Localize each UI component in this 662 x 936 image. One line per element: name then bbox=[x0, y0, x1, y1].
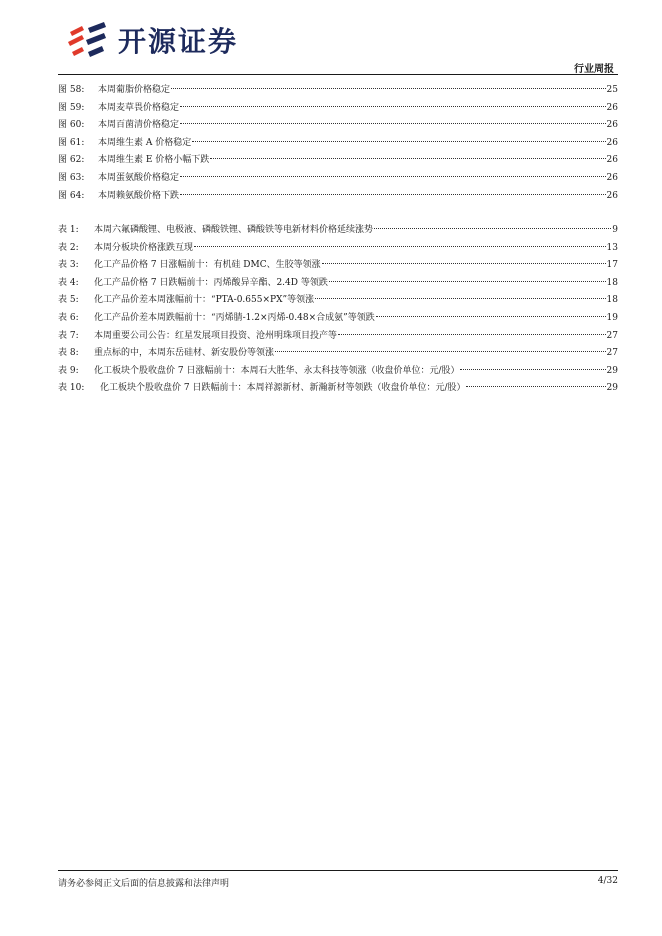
figure-label: 图 59: bbox=[58, 102, 85, 113]
toc-row-table[interactable] bbox=[58, 328, 618, 346]
table-label: 表 6: bbox=[58, 312, 79, 323]
toc-row-table[interactable] bbox=[58, 345, 618, 363]
toc-row-figure[interactable] bbox=[58, 82, 618, 100]
figure-title: 本周蛋氨酸价格稳定 bbox=[98, 172, 180, 183]
table-label: 表 7: bbox=[58, 330, 79, 341]
table-page: 29 bbox=[606, 383, 618, 394]
dot-leader bbox=[322, 263, 606, 264]
toc-row-table[interactable] bbox=[58, 292, 618, 310]
toc-row-figure[interactable] bbox=[58, 100, 618, 118]
figure-label: 图 63: bbox=[58, 172, 85, 183]
figure-title: 本周维生素 A 价格稳定 bbox=[98, 137, 192, 148]
footer-disclaimer: 请务必参阅正文后面的信息披露和法律声明 bbox=[58, 879, 230, 889]
figure-label: 图 61: bbox=[58, 137, 85, 148]
table-label: 表 5: bbox=[58, 295, 79, 306]
table-title: 本周重要公司公告：红星发展项目投资、沧州明珠项目投产等 bbox=[94, 330, 338, 341]
dot-leader bbox=[180, 194, 606, 195]
figure-title: 本周百菌清价格稳定 bbox=[98, 120, 180, 131]
dot-leader bbox=[210, 158, 605, 159]
figure-page: 25 bbox=[606, 85, 618, 95]
table-title: 化工产品价格 7 日跌幅前十：丙烯酸异辛酯、2.4D 等领跌 bbox=[94, 277, 328, 288]
toc-row-figure[interactable] bbox=[58, 152, 618, 170]
dot-leader bbox=[329, 281, 606, 282]
toc-row-table[interactable] bbox=[58, 310, 618, 328]
dot-leader bbox=[275, 351, 606, 352]
toc-row-table[interactable] bbox=[58, 240, 618, 258]
table-title: 化工板块个股收盘价 7 日跌幅前十：本周祥源新材、新瀚新材等领跌（收盘价单位：元/股） bbox=[100, 383, 466, 394]
table-title: 本周分板块价格涨跌互现 bbox=[94, 242, 194, 253]
figure-label: 图 58: bbox=[58, 85, 85, 95]
table-label: 表 10: bbox=[58, 383, 85, 394]
table-page: 17 bbox=[606, 260, 618, 271]
toc-row-figure[interactable] bbox=[58, 135, 618, 153]
dot-leader bbox=[180, 123, 606, 124]
toc-row-table[interactable] bbox=[58, 380, 618, 398]
figure-label: 图 64: bbox=[58, 190, 85, 201]
table-title: 化工板块个股收盘价 7 日涨幅前十：本周石大胜华、永太科技等领涨（收盘价单位：元/股） bbox=[94, 365, 460, 376]
dot-leader bbox=[192, 141, 605, 142]
table-title: 化工产品价格 7 日涨幅前十：有机硅 DMC、生胶等领涨 bbox=[94, 260, 321, 271]
toc-row-table[interactable] bbox=[58, 363, 618, 381]
page-number: 4/32 bbox=[597, 876, 618, 886]
figure-title: 本周维生素 E 价格小幅下跌 bbox=[98, 155, 210, 166]
figure-page: 26 bbox=[606, 155, 618, 166]
dot-leader bbox=[180, 106, 606, 107]
table-label: 表 4: bbox=[58, 277, 79, 288]
kaiyuan-logo-icon bbox=[66, 20, 112, 60]
footer-divider bbox=[58, 870, 618, 871]
toc-row-table[interactable] bbox=[58, 222, 618, 240]
header-divider bbox=[58, 74, 618, 75]
figure-title: 本周葡脂价格稳定 bbox=[98, 85, 171, 95]
table-page: 29 bbox=[606, 365, 618, 376]
table-title: 化工产品价差本周涨幅前十：“PTA-0.655×PX”等领涨 bbox=[94, 295, 315, 306]
dot-leader bbox=[338, 334, 606, 335]
figure-title: 本周赖氨酸价格下跌 bbox=[98, 190, 180, 201]
table-title: 本周六氟磷酸锂、电极液、磷酸铁锂、磷酸铁等电新材料价格延续涨势 bbox=[94, 225, 374, 235]
table-label: 表 1: bbox=[58, 225, 79, 235]
figure-label: 图 62: bbox=[58, 155, 85, 166]
dot-leader bbox=[315, 298, 605, 299]
figure-page: 26 bbox=[606, 120, 618, 131]
table-page: 13 bbox=[606, 242, 618, 253]
table-label: 表 8: bbox=[58, 348, 79, 359]
company-logo bbox=[66, 18, 238, 62]
table-page: 27 bbox=[606, 330, 618, 341]
toc-row-figure[interactable] bbox=[58, 188, 618, 206]
table-list bbox=[58, 222, 618, 398]
dot-leader bbox=[376, 316, 606, 317]
table-title: 化工产品价差本周跌幅前十：“丙烯腈-1.2×丙烯-0.48×合成氨”等领跌 bbox=[94, 312, 375, 323]
toc-row-table[interactable] bbox=[58, 275, 618, 293]
table-label: 表 2: bbox=[58, 242, 79, 253]
table-label: 表 9: bbox=[58, 365, 79, 376]
table-page: 27 bbox=[606, 348, 618, 359]
figure-page: 26 bbox=[606, 102, 618, 113]
figure-title: 本周麦草畏价格稳定 bbox=[98, 102, 180, 113]
dot-leader bbox=[460, 369, 605, 370]
dot-leader bbox=[180, 176, 606, 177]
figure-page: 26 bbox=[606, 172, 618, 183]
table-page: 18 bbox=[606, 295, 618, 306]
dot-leader bbox=[466, 386, 605, 387]
dot-leader bbox=[374, 228, 611, 229]
figure-list bbox=[58, 82, 618, 205]
dot-leader bbox=[171, 88, 606, 89]
dot-leader bbox=[194, 246, 606, 247]
toc-row-table[interactable] bbox=[58, 257, 618, 275]
company-name: 开源证券 bbox=[118, 25, 239, 58]
table-label: 表 3: bbox=[58, 260, 79, 271]
report-type-label: 行业周报 bbox=[574, 64, 614, 75]
toc-row-figure[interactable] bbox=[58, 117, 618, 135]
figure-label: 图 60: bbox=[58, 120, 85, 131]
table-page: 19 bbox=[606, 312, 618, 323]
table-page: 18 bbox=[606, 277, 618, 288]
figure-page: 26 bbox=[606, 190, 618, 201]
toc-row-figure[interactable] bbox=[58, 170, 618, 188]
figure-page: 26 bbox=[606, 137, 618, 148]
table-title: 重点标的中，本周东岳硅材、新安股份等领涨 bbox=[94, 348, 275, 359]
table-page: 9 bbox=[612, 225, 618, 235]
